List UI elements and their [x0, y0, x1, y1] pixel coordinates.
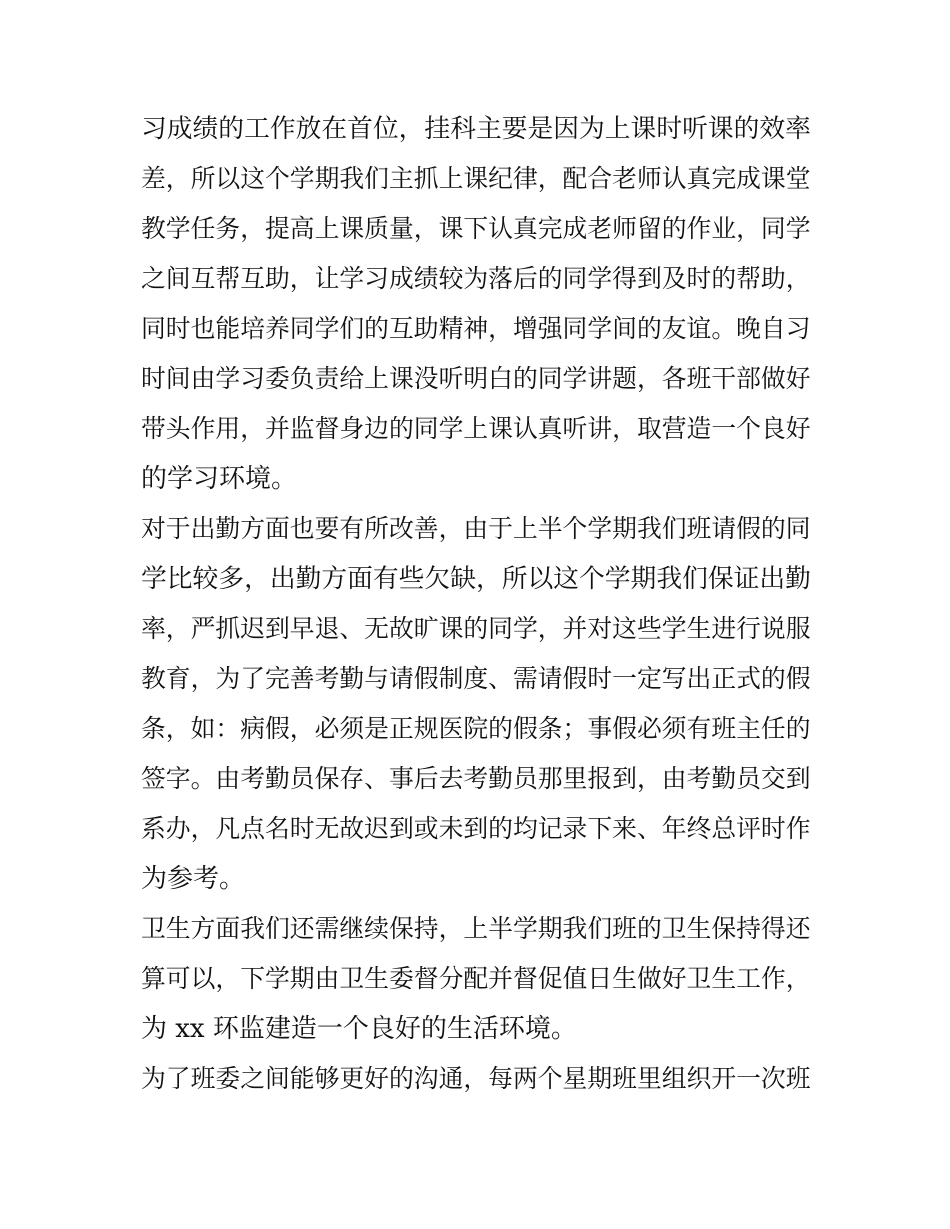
- text-line: 的学习环境。: [141, 464, 298, 494]
- text-line: 同时也能培养同学们的互助精神，增强同学间的友谊。晚自习: [141, 314, 811, 343]
- text-line: 算可以，下学期由卫生委督分配并督促值日生做好卫生工作，: [141, 964, 811, 993]
- text-line: 对于出勤方面也要有所改善，由于上半个学期我们班请假的同: [141, 514, 811, 543]
- text-line: 时间由学习委负责给上课没听明白的同学讲题，各班干部做好: [141, 364, 811, 393]
- text-line: 为 xx 环监建造一个良好的生活环境。: [141, 1014, 577, 1044]
- text-line: 教育，为了完善考勤与请假制度、需请假时一定写出正式的假: [141, 664, 811, 693]
- text-line: 习成绩的工作放在首位，挂科主要是因为上课时听课的效率: [141, 114, 811, 144]
- text-line: 条，如：病假，必须是正规医院的假条；事假必须有班主任的: [141, 714, 811, 743]
- text-line: 教学任务，提高上课质量，课下认真完成老师留的作业，同学: [141, 214, 811, 243]
- text-line: 卫生方面我们还需继续保持，上半学期我们班的卫生保持得还: [141, 914, 811, 943]
- text-line: 为了班委之间能够更好的沟通，每两个星期班里组织开一次班: [141, 1064, 811, 1093]
- text-line: 差，所以这个学期我们主抓上课纪律，配合老师认真完成课堂: [141, 164, 811, 193]
- text-line: 为参考。: [141, 864, 246, 894]
- text-line: 率，严抓迟到早退、无故旷课的同学，并对这些学生进行说服: [141, 614, 811, 643]
- text-line: 带头作用，并监督身边的同学上课认真听讲，取营造一个良好: [141, 414, 811, 443]
- text-line: 学比较多，出勤方面有些欠缺，所以这个学期我们保证出勤: [141, 564, 811, 594]
- text-line: 之间互帮互助，让学习成绩较为落后的同学得到及时的帮助，: [141, 264, 811, 293]
- text-line: 系办，凡点名时无故迟到或未到的均记录下来、年终总评时作: [141, 814, 811, 843]
- text-line: 签字。由考勤员保存、事后去考勤员那里报到，由考勤员交到: [141, 764, 811, 793]
